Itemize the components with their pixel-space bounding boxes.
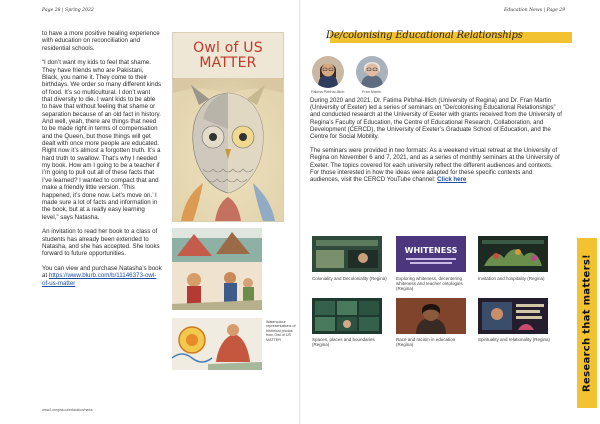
article-title-banner — [312, 29, 572, 45]
owl-illustration — [173, 33, 283, 221]
article-paragraph-links — [310, 147, 562, 183]
thumbnail-caption: Exploring whiteness, decentering whiteness and teacher ontologies (Regina) — [396, 276, 463, 292]
seminar-thumbnail-race[interactable] — [396, 298, 466, 334]
slide-title-text: WHITENESS — [404, 246, 458, 255]
right-page-header: Education News | Page 29 — [504, 8, 566, 13]
video-still — [478, 236, 548, 272]
right-page — [300, 0, 600, 424]
purchase-text: You can view and purchase Natasha’s book at — [42, 264, 162, 280]
portrait-fatima — [312, 56, 344, 88]
thumbnail-caption: Coloniality and Decoloniality (Regina) — [312, 276, 387, 281]
seminar-thumbnail-spaces[interactable] — [312, 298, 382, 334]
thumbnail-caption: Race and racism in education (Regina) — [396, 337, 456, 348]
youtube-intro-text: The seminars were provided in two formats: As a weekend virtual retreat at the University of Regina on November 6 and 7, 2021, and as a series of monthly seminars at the University of Exeter. The topics covered for each university reflect the different audiences and contexts. For those interested in how the ideas were adapted for these specific contexts and audiences, visit the CERCD YouTube channel: — [310, 147, 560, 184]
seminar-thumbnail-invitation[interactable] — [478, 236, 548, 272]
book-purchase-link[interactable]: https://www.blurb.com/b/11146373-owl-of-us-matter — [42, 272, 157, 287]
seminar-thumbnail-coloniality[interactable] — [312, 236, 382, 272]
painting-scene-1 — [172, 228, 262, 310]
seminar-thumbnail-spirituality[interactable] — [478, 298, 548, 334]
article-title: De/colonising Educational Relationships — [326, 30, 523, 41]
left-article-body — [42, 30, 162, 294]
portrait-caption-1: Fatima Pirbhai-Illich — [311, 90, 345, 94]
thumbnail-caption: Invitation and hospitality (Regina) — [478, 276, 545, 281]
article-quote-paragraph: “I don’t want my kids to feel that shame. They have friends who are Pakistani, Black, you name it. They come to their birthdays. We order so many different kinds of food. It’s so multicultural. I don’t want that diversity to die. I want kids to be able to have that without feeling that shame or separation because of an old fact in history. And well, yeah, there are things that need to be made right in terms of compensation and the Queen, but those things will get dealt with once more people are educated. Right now it’s almost a forgotten truth. It’s a hard truth to swallow. That’s why I needed my book. How am I going to be a teacher if I’m going to pull out all of these facts that I’ve learned? I wanted to compact that and make a friendly little version. ‘This happened, it’s done now. Let’s move on.’ I made sure a lot of facts and information in the book, but at a really easy learning level,” says Natasha. — [42, 59, 162, 221]
video-still — [396, 236, 466, 272]
article-paragraph: An invitation to read her book to a class of students has already been extended to Natasha, and she has accepted. She looks forward to future opportunities. — [42, 228, 160, 258]
right-article-body — [310, 97, 562, 190]
article-paragraph: to have a more positive healing experience with education on reconciliation and residential schools. — [42, 30, 160, 52]
video-still — [396, 298, 466, 334]
research-side-tab-label — [577, 238, 597, 408]
painting-caption: Watercolour representations of historical photos from Owl of US MATTER — [266, 320, 296, 342]
video-still — [312, 298, 382, 334]
video-still — [312, 236, 382, 272]
left-page-header: Page 28 | Spring 2022 — [42, 8, 94, 13]
youtube-click-here-link[interactable]: Click here — [437, 176, 467, 184]
thumbnail-caption: Spaces, places and boundaries (Regina) — [312, 337, 375, 348]
portrait-image — [356, 56, 388, 88]
portrait-fran — [356, 56, 388, 88]
purchase-paragraph — [42, 265, 162, 287]
video-still — [478, 298, 548, 334]
seminar-thumbnail-whiteness[interactable] — [396, 236, 466, 272]
painting-scene-2 — [172, 318, 262, 370]
article-paragraph: During 2020 and 2021, Dr. Fatima Pirbhai-Illich (University of Regina) and Dr. Fran Martin (University of Exeter) led a series of seminars on “De/colonising Educational Relationships” and conducted research at the University of Exeter with grants received from the University of Regina’s Faculty of Education, the Centre of Educational Research, Collaboration, and Development (CERCD), the University of Exeter’s Graduate School of Education, and the Centre for Social Mobility. — [310, 97, 562, 141]
side-tab-text: Research that matters! — [581, 254, 593, 392]
thumbnail-caption: Spirituality and relationality (Regina) — [478, 337, 551, 342]
left-page-footer: www2.uregina.ca/education/news — [42, 408, 93, 412]
book-cover-image — [172, 32, 284, 222]
book-cover-title: Owl of US MATTER — [193, 40, 263, 71]
watercolour-painting-2 — [172, 318, 262, 370]
portrait-image — [312, 56, 344, 88]
watercolour-painting-1 — [172, 228, 262, 310]
portrait-caption-2: Fran Martin — [362, 90, 382, 94]
